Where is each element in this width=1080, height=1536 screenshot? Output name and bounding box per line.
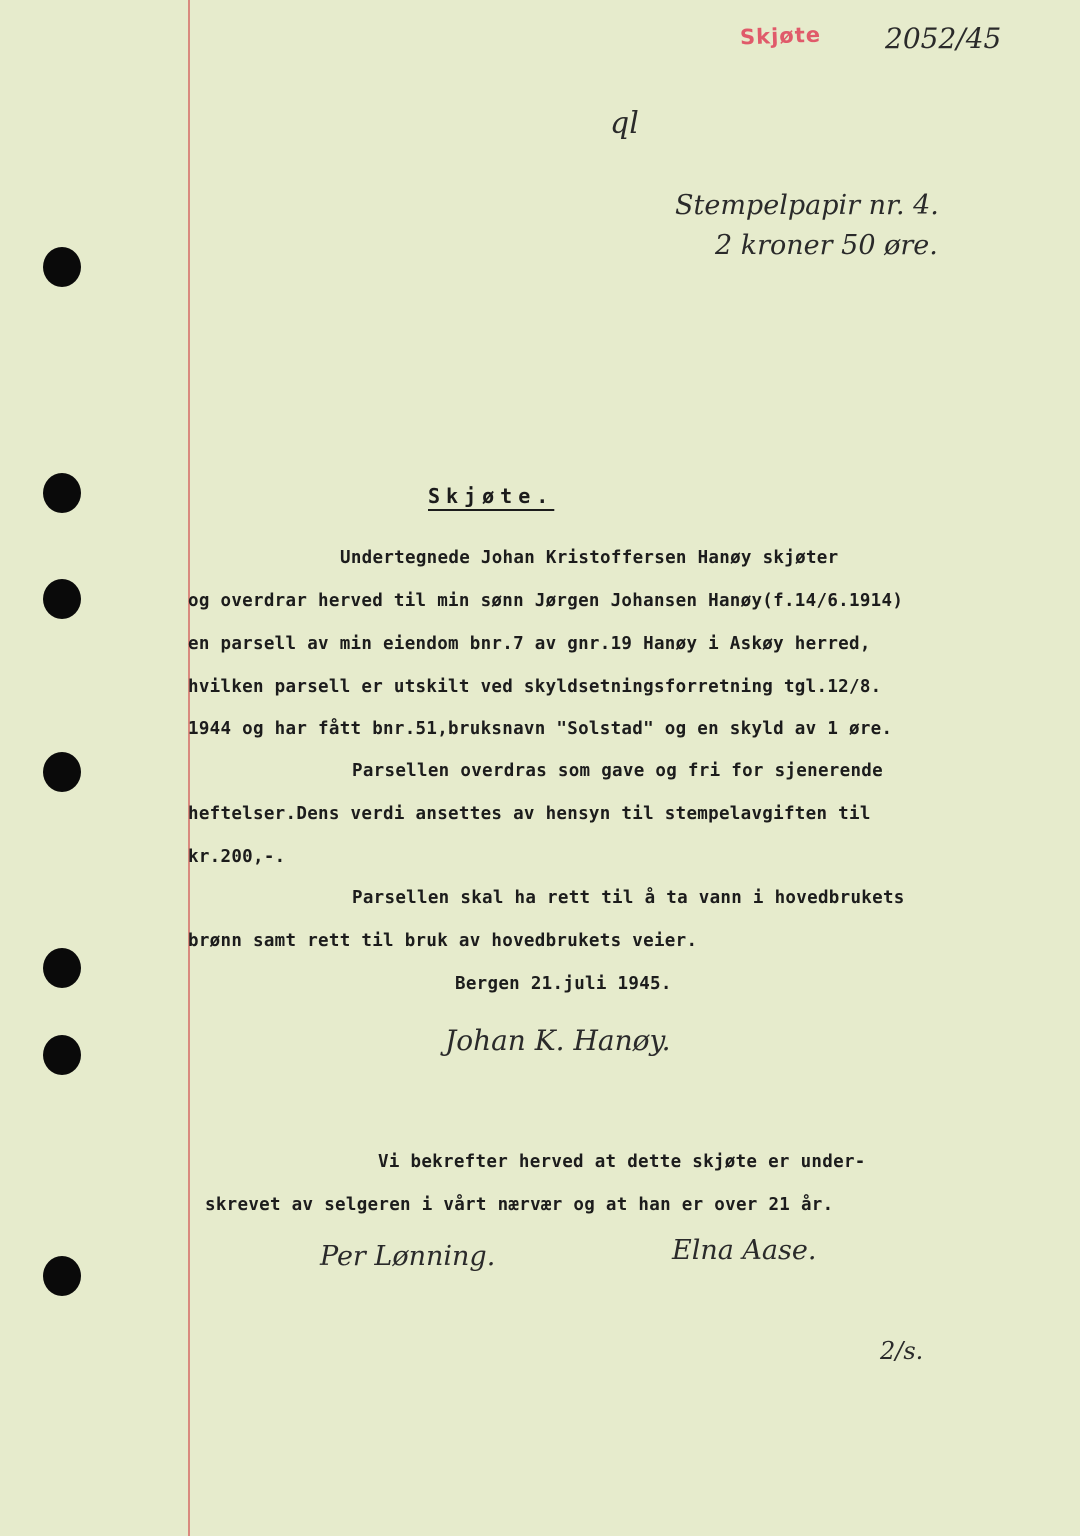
stamp-paper-note-line2: 2 kroner 50 øre.	[715, 230, 938, 261]
punch-hole	[43, 247, 81, 287]
deed-text-line: hvilken parsell er utskilt ved skyldsetningsforretning tgl.12/8.	[188, 677, 882, 697]
punch-hole	[43, 1035, 81, 1075]
punch-hole	[43, 948, 81, 988]
witness-statement-line: skrevet av selgeren i vårt nærvær og at han er over 21 år.	[205, 1195, 834, 1215]
stamp-paper-note-line1: Stempelpapir nr. 4.	[675, 190, 939, 221]
punch-hole	[43, 473, 81, 513]
deed-text-line: 1944 og har fått bnr.51,bruksnavn "Solstad" og en skyld av 1 øre.	[188, 719, 893, 739]
deed-text-line: heftelser.Dens verdi ansettes av hensyn til stempelavgiften til	[188, 804, 871, 824]
deed-text-line: en parsell av min eiendom bnr.7 av gnr.19 Hanøy i Askøy herred,	[188, 634, 871, 654]
deed-text-line: Undertegnede Johan Kristoffersen Hanøy skjøter	[340, 548, 839, 568]
punch-hole	[43, 579, 81, 619]
deed-text-line: brønn samt rett til bruk av hovedbrukets veier.	[188, 931, 698, 951]
witness-signature: Elna Aase.	[672, 1235, 817, 1266]
witness-statement-line: Vi bekrefter herved at dette skjøte er under-	[378, 1152, 866, 1172]
initial-mark: ql	[610, 106, 639, 141]
deed-text-line: Parsellen overdras som gave og fri for sjenerende	[352, 761, 883, 781]
red-margin-line	[188, 0, 190, 1536]
document-type-stamp: Skjøte	[739, 22, 822, 50]
document-title: Skjøte.	[428, 484, 555, 508]
deed-text-line: Parsellen skal ha rett til å ta vann i hovedbrukets	[352, 888, 905, 908]
footer-mark: 2/s.	[880, 1337, 924, 1365]
page-number: 2052/45	[885, 22, 1002, 55]
punch-hole	[43, 1256, 81, 1296]
seller-signature: Johan K. Hanøy.	[445, 1024, 671, 1057]
place-date-line: Bergen 21.juli 1945.	[455, 974, 672, 994]
punch-hole	[43, 752, 81, 792]
deed-text-line: kr.200,-.	[188, 847, 286, 867]
deed-text-line: og overdrar herved til min sønn Jørgen Johansen Hanøy(f.14/6.1914)	[188, 591, 904, 611]
witness-signature: Per Lønning.	[320, 1241, 496, 1272]
